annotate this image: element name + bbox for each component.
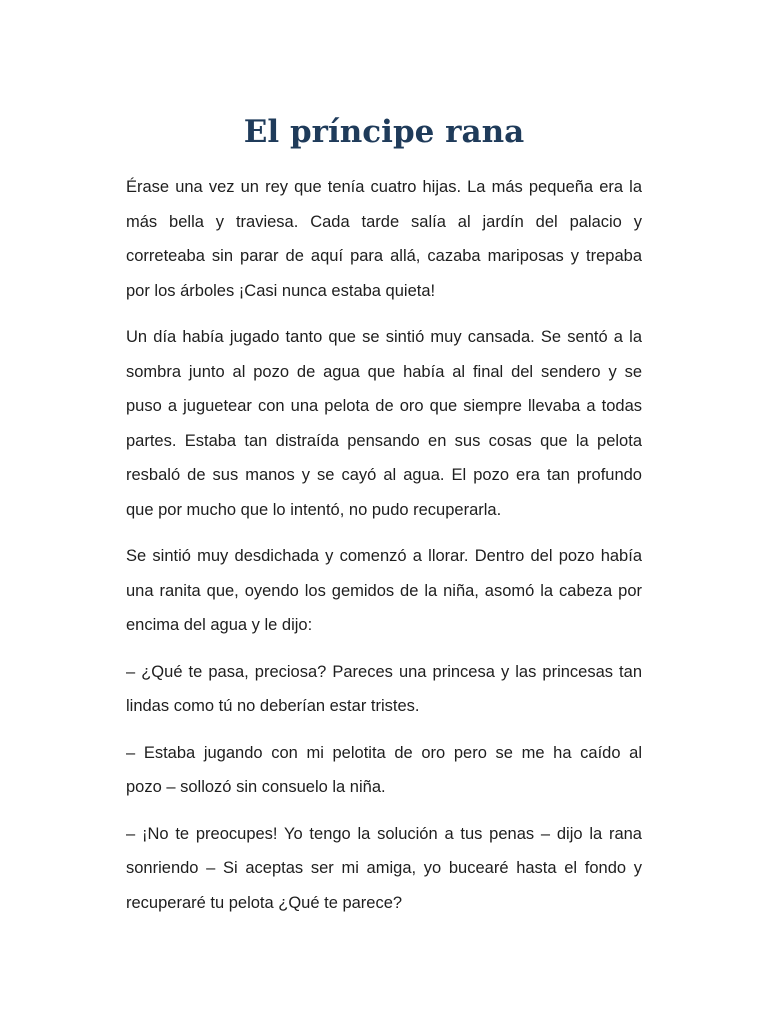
text-line: por los árboles ¡Casi nunca estaba quieta!	[126, 281, 436, 300]
text-line: – ¿Qué te pasa, preciosa? Pareces una princesa y las princesas tan	[126, 662, 642, 681]
document-title: El príncipe rana	[243, 114, 525, 150]
text-line: correteaba sin parar de aquí para allá, cazaba mariposas y trepaba	[126, 247, 642, 265]
text-line: sonriendo – Si aceptas ser mi amiga, yo bucearé hasta el fondo y	[126, 859, 642, 877]
text-line: encima del agua y le dijo:	[126, 616, 313, 634]
text-line: partes. Estaba tan distraída pensando en sus cosas que la pelota	[126, 431, 642, 450]
text-line: recuperaré tu pelota ¿Qué te parece?	[126, 893, 403, 912]
text-line: una ranita que, oyendo los gemidos de la niña, asomó la cabeza por	[126, 581, 642, 600]
text-line: – ¡No te preocupes! Yo tengo la solución a tus penas – dijo la rana	[126, 824, 642, 843]
paragraph	[126, 655, 642, 724]
text-line: sombra junto al pozo de agua que había al final del sendero y se	[126, 362, 642, 381]
story-body	[126, 170, 642, 932]
text-line: Érase una vez un rey que tenía cuatro hijas. La más pequeña era la	[126, 178, 642, 196]
paragraph	[126, 170, 642, 308]
text-line: Un día había jugado tanto que se sintió muy cansada. Se sentó a la	[126, 328, 642, 346]
text-line: pozo – sollozó sin consuelo la niña.	[126, 778, 386, 796]
text-line: resbaló de sus manos y se cayó al agua. El pozo era tan profundo	[126, 466, 642, 484]
paragraph	[126, 817, 642, 921]
text-line: más bella y traviesa. Cada tarde salía al jardín del palacio y	[126, 212, 642, 231]
text-line: puso a juguetear con una pelota de oro que siempre llevaba a todas	[126, 397, 642, 415]
text-line: – Estaba jugando con mi pelotita de oro pero se me ha caído al	[126, 743, 642, 762]
paragraph	[126, 736, 642, 805]
text-line: lindas como tú no deberían estar tristes.	[126, 697, 420, 715]
paragraph	[126, 539, 642, 643]
text-line: Se sintió muy desdichada y comenzó a llorar. Dentro del pozo había	[126, 547, 642, 565]
paragraph	[126, 320, 642, 527]
text-line: que por mucho que lo intentó, no pudo recuperarla.	[126, 500, 502, 519]
